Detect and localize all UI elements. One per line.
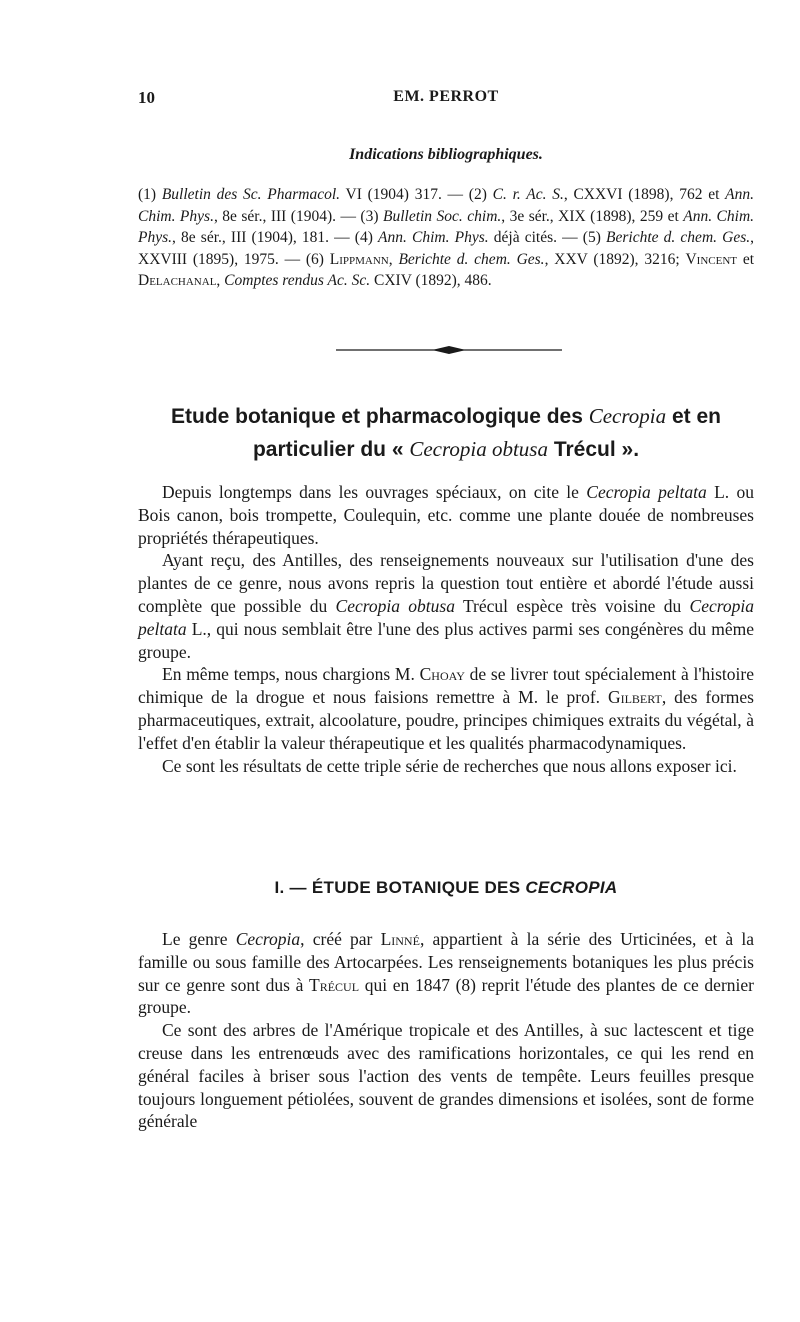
journal-title: Berichte d. chem. Ges. (606, 229, 751, 247)
genus-name: Cecropia (588, 404, 667, 428)
genus-name: Cecropia (235, 929, 301, 949)
journal-title: C. r. Ac. S. (492, 186, 564, 203)
running-title: EM. PERROT (393, 88, 499, 105)
text: de se livrer tout spécialement à l'histoire chimique de la drogue et nous faisions remettre à M. le prof. (138, 664, 754, 708)
text: Trécul espèce très voisine du (454, 595, 690, 616)
running-head (138, 88, 754, 110)
biblio-text: et (737, 250, 755, 268)
text: Ce sont les résultats de cette triple série de recherches que nous allons exposer ici. (162, 755, 737, 776)
biblio-text: , XXVIII (1895), 1975. — (6) (138, 229, 755, 268)
text: L. ou Bois canon, bois trompette, Coulequin, etc. comme une plante douée de nombreuses propriétés thérapeutiques. (138, 482, 754, 548)
biblio-text: (1) (138, 186, 162, 203)
paragraph-5 (138, 928, 754, 1019)
paragraph-6 (138, 1019, 754, 1133)
species-name: Cecropia obtusa (409, 437, 548, 461)
biblio-text: VI (1904) 317. — (2) (340, 186, 493, 203)
text: Le genre (162, 929, 236, 949)
section-separator (336, 344, 562, 356)
text: En même temps, nous chargions M. (162, 664, 420, 685)
text: , des formes pharmaceutiques, extrait, alcoolature, poudre, principes chimiques extraits du végétal, à l'effet d'en établir la valeur thérapeutique et les qualités pharmacodynamiques. (138, 687, 754, 753)
introduction (138, 481, 754, 777)
species-name: Cecropia obtusa (335, 595, 455, 616)
person-name: Choay (419, 664, 465, 685)
paragraph-4 (138, 755, 754, 778)
person-name: Gilbert (607, 687, 662, 708)
text: , créé par (300, 929, 381, 949)
author-name: Lippmann (329, 250, 389, 268)
paragraph-1 (138, 481, 754, 549)
species-name: Cecropia peltata (138, 595, 754, 639)
text: Ayant reçu, des Antilles, des renseignements nouveaux sur l'utilisation d'une des plantes de ce genre, nous avons repris la question tout entière et abordé l'étude aussi complète que possible du (138, 550, 754, 616)
text: L., qui nous semblait être l'une des plus actives parmi ses congénères du même groupe. (138, 618, 754, 662)
author-name: Delachanal (138, 272, 217, 290)
biblio-text: , (388, 250, 399, 268)
journal-title: Comptes rendus Ac. Sc. (224, 272, 371, 290)
journal-title: Ann. Chim. Phys. (138, 186, 754, 225)
biblio-text: , CXXVI (1898), 762 et (563, 186, 726, 203)
heading-text: I. — ÉTUDE BOTANIQUE DES (274, 878, 526, 897)
title-text: Trécul ». (547, 438, 640, 461)
text: Depuis longtemps dans les ouvrages spéciaux, on cite le (162, 482, 587, 502)
genus-name: CECROPIA (525, 878, 618, 897)
biblio-text: , (216, 272, 225, 290)
title-text: Etude botanique et pharmacologique des (171, 405, 589, 428)
biblio-text: CXIV (1892), 486. (370, 272, 492, 290)
text: Ce sont des arbres de l'Amérique tropicale et des Antilles, à suc lactescent et tige creuse dans les entrenœuds avec des ramifications horizontales, ce qui les rend en général faciles à briser sous l'action des vents de tempête. Leurs feuilles presque toujours longuement pétiolées, souvent de grandes dimensions et isolées, sont de forme générale (138, 1020, 754, 1132)
section-heading (138, 878, 754, 898)
species-name: Cecropia peltata (586, 482, 707, 502)
paragraph-2 (138, 549, 754, 663)
bibliography-heading: Indications bibliographiques. (349, 146, 543, 163)
title-text: et en particulier du « (252, 405, 721, 461)
journal-title: Ann. Chim. Phys. (378, 229, 489, 247)
section-body (138, 928, 754, 1133)
person-name: Linné (380, 929, 420, 949)
biblio-text: , 8e sér., III (1904). — (3) (213, 207, 383, 225)
person-name: Trécul (309, 974, 360, 995)
paragraph-3 (138, 663, 754, 754)
article-title (138, 400, 754, 466)
journal-title: Bulletin Soc. chim. (382, 207, 502, 225)
biblio-text: , 8e sér., III (1904), 181. — (4) (172, 229, 379, 247)
author-name: Vincent (685, 250, 738, 268)
text: qui en 1847 (8) reprit l'étude des plantes de ce dernier groupe. (138, 974, 754, 1018)
biblio-text: , XXV (1892), 3216; (544, 250, 686, 268)
biblio-text: déjà cités. — (5) (488, 229, 607, 247)
biblio-text: , 3e sér., XIX (1898), 259 et (501, 207, 684, 225)
journal-title: Ann. Chim. Phys. (138, 207, 755, 247)
text: , appartient à la série des Urticinées, et à la famille ou sous famille des Artocarpées. Les renseignements botaniques les plus précis sur ce genre sont dus à (138, 929, 754, 995)
journal-title: Bulletin des Sc. Pharmacol. (161, 186, 341, 203)
journal-title: Berichte d. chem. Ges. (398, 250, 545, 268)
bibliography-text (138, 184, 754, 292)
page-number: 10 (138, 88, 155, 107)
